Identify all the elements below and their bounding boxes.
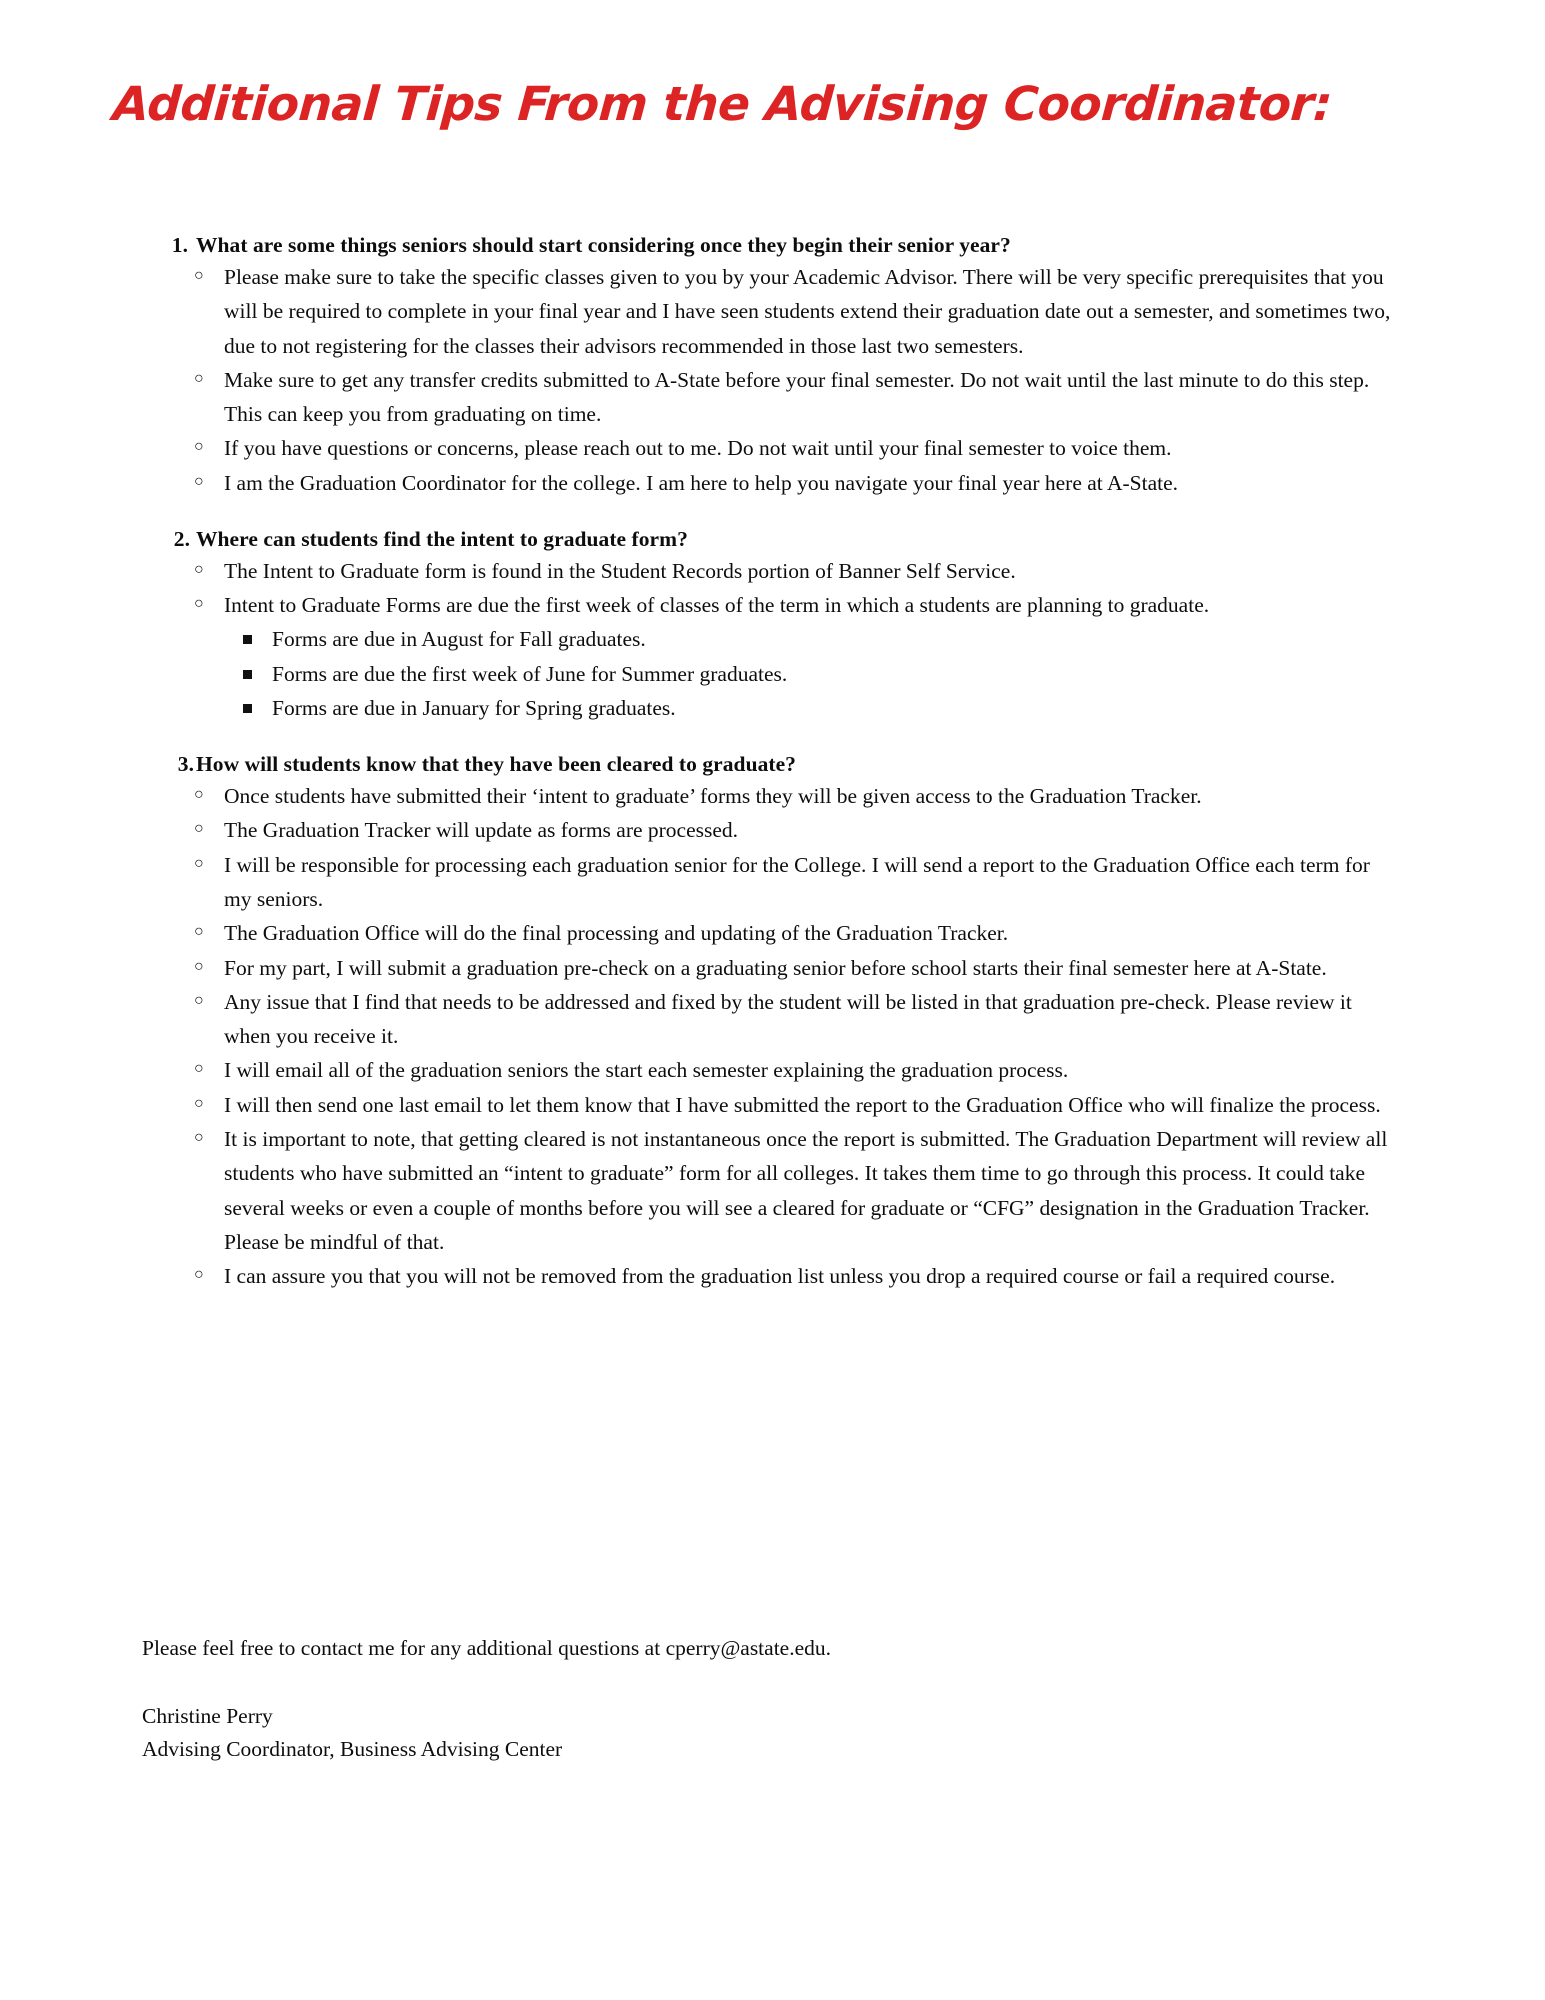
list-item [0,1053,1545,1087]
list-item-text: Forms are due in August for Fall graduates. [272,627,646,652]
circle-bullet-icon: ○ [194,1094,204,1112]
list-item [0,985,1545,1054]
list-item-text: For my part, I will submit a graduation pre-check on a graduating senior before school starts their final semester here at A-State. [224,955,1327,980]
list-item-text: It is important to note, that getting cleared is not instantaneous once the report is submitted. The Graduation Department will review all students who have submitted an “intent to graduate” form for all colleges. It takes them time to go through this process. It could take several weeks or even a couple of months before you will see a cleared for graduate or “CFG” designation in the Graduation Tracker. Please be mindful of that. [224,1127,1388,1254]
list-item-text: If you have questions or concerns, please reach out to me. Do not wait until your final semester to voice them. [224,436,1172,461]
circle-bullet-icon: ○ [194,472,204,490]
list-item [0,657,1545,691]
circle-bullet-icon: ○ [194,266,204,284]
section-2-bullet-list [0,554,1545,623]
list-item-text: Intent to Graduate Forms are due the first week of classes of the term in which a students are planning to graduate. [224,593,1210,618]
list-item-text: Forms are due the first week of June for Summer graduates. [272,661,788,686]
page-title: Additional Tips From the Advising Coordinator: [111,77,1334,132]
section-3 [0,751,1545,1293]
list-item-text: Please make sure to take the specific classes given to you by your Academic Advisor. There will be very specific prerequisites that you will be required to complete in your final year and I have seen students extend their graduation date out a semester, and sometimes two, due to not registering for the classes their advisors recommended in those last two semesters. [224,264,1391,358]
list-item-text: The Graduation Tracker will update as forms are processed. [224,818,739,843]
section-2-heading [0,526,1545,554]
list-item-text: Once students have submitted their ‘intent to graduate’ forms they will be given access to the Graduation Tracker. [224,784,1202,809]
square-bullet-icon [243,704,252,713]
list-item-text: The Intent to Graduate form is found in the Student Records portion of Banner Self Service. [224,558,1016,583]
circle-bullet-icon: ○ [194,854,204,872]
list-item-text: I will then send one last email to let them know that I have submitted the report to the Graduation Office who will finalize the process. [224,1092,1381,1117]
list-item [0,916,1545,950]
circle-bullet-icon: ○ [194,1266,204,1284]
section-1-heading-text: What are some things seniors should start considering once they begin their senior year? [196,233,1011,257]
circle-bullet-icon: ○ [194,1060,204,1078]
list-item [0,1088,1545,1122]
list-item [0,951,1545,985]
circle-bullet-icon: ○ [194,957,204,975]
circle-bullet-icon: ○ [194,923,204,941]
section-2-subbullet-list [0,622,1545,725]
list-item [0,622,1545,656]
circle-bullet-icon: ○ [194,786,204,804]
list-item-text: I am the Graduation Coordinator for the college. I am here to help you navigate your final year here at A-State. [224,470,1179,495]
document-body [0,232,1545,1319]
circle-bullet-icon: ○ [194,820,204,838]
list-item [0,779,1545,813]
list-item [0,691,1545,725]
list-item-text: I will be responsible for processing each graduation senior for the College. I will send a report to the Graduation Office each term for my seniors. [224,852,1370,912]
list-item [0,431,1545,465]
list-item-text: Make sure to get any transfer credits submitted to A-State before your final semester. Do not wait until the last minute to do this step. This can keep you from graduating on time. [224,367,1370,427]
section-1-heading [0,232,1545,260]
list-item [0,363,1545,432]
section-3-bullet-list [0,779,1545,1293]
list-item-text: The Graduation Office will do the final processing and updating of the Graduation Tracker. [224,921,1009,946]
list-item [0,848,1545,917]
circle-bullet-icon: ○ [194,438,204,456]
section-3-heading-text: How will students know that they have been cleared to graduate? [196,752,796,777]
square-bullet-icon [243,670,252,679]
list-item [0,554,1545,588]
section-2-number: 2. [173,526,190,551]
section-1 [0,232,1545,500]
section-1-bullet-list [0,260,1545,500]
circle-bullet-icon: ○ [194,595,204,613]
list-item-text: Any issue that I find that needs to be addressed and fixed by the student will be listed in that graduation pre-check. Please review it when you receive it. [224,989,1352,1049]
signature-name: Christine Perry [142,1704,273,1728]
circle-bullet-icon: ○ [194,560,204,578]
list-item [0,260,1545,363]
signature-title: Advising Coordinator, Business Advising Center [142,1737,563,1761]
square-bullet-icon [243,635,252,644]
section-3-heading [0,751,1545,779]
section-2 [0,526,1545,725]
section-3-number: 3. [177,752,194,777]
list-item-text: I will email all of the graduation seniors the start each semester explaining the graduation process. [224,1058,1069,1083]
list-item [0,813,1545,847]
section-1-number: 1. [171,233,188,257]
contact-line: Please feel free to contact me for any additional questions at cperry@astate.edu. [142,1636,832,1660]
circle-bullet-icon: ○ [194,991,204,1009]
list-item-text: I can assure you that you will not be removed from the graduation list unless you drop a required course or fail a required course. [224,1264,1336,1289]
list-item [0,1259,1545,1293]
list-item [0,588,1545,622]
list-item [0,1122,1545,1259]
section-2-heading-text: Where can students find the intent to graduate form? [196,526,688,551]
circle-bullet-icon: ○ [194,1129,204,1146]
list-item [0,466,1545,500]
circle-bullet-icon: ○ [194,369,204,387]
list-item-text: Forms are due in January for Spring graduates. [272,695,676,720]
